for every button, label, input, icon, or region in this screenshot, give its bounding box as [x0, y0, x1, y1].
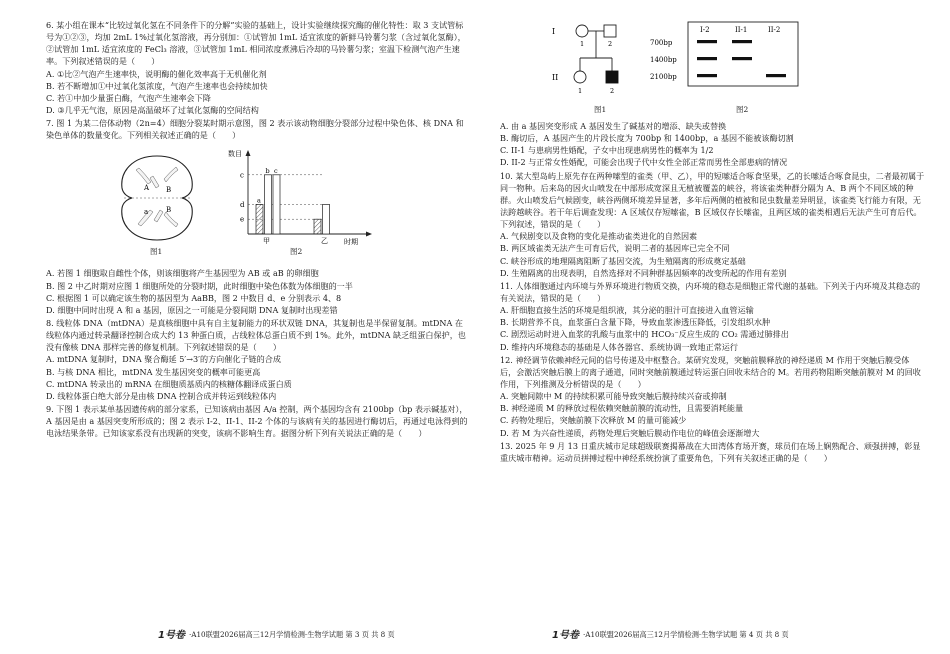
q7-option-c: C. 根据图 1 可以确定该生物的基因型为 AaBB，图 2 中数目 d、e 分别表示 4、8	[46, 292, 342, 303]
question-6	[46, 19, 471, 116]
q9-option-a: A. 由 a 基因突变形成 A 基因发生了碱基对的增添、缺失或替换	[500, 121, 727, 131]
q9-option-b: B. 酶切后，A 基因产生的片段长度为 700bp 和 1400bp，a 基因不能被该酶切割	[500, 133, 794, 144]
q6-option-d: D. ③几乎无气泡，原因是高温破坏了过氧化氢酶的空间结构	[46, 104, 259, 115]
pedigree-figure	[550, 18, 640, 104]
left-page	[46, 18, 471, 618]
q9-figures	[500, 18, 925, 116]
q6-option-a: A. ①比②气泡产生速率快，说明酶的催化效率高于无机催化剂	[46, 68, 267, 79]
band-i2-1400	[697, 57, 717, 60]
lane-label-ii2: II-2	[768, 26, 781, 34]
band-i2-700	[697, 40, 717, 43]
q12-option-d: D. 若 M 为兴奋性递质，药物处理后突触后膜动作电位的峰值会逐渐增大	[500, 427, 760, 438]
footer-brand-logo: 1号卷	[158, 629, 185, 641]
bar-label-a: a	[257, 196, 261, 205]
bp-label-1400: 1400bp	[650, 56, 677, 64]
q7-option-d: D. 细胞中同时出现 A 和 a 基因，原因之一可能是分裂间期 DNA 复制时出现差错	[46, 304, 338, 315]
bar-a-jia	[256, 205, 263, 235]
q10-option-a: A. 气候剧变以及食物的变化是推动雀类进化的自然因素	[500, 231, 698, 242]
individual-i2-male-normal	[604, 25, 616, 37]
right-page	[500, 18, 925, 618]
q10-stem: 10. 某大型岛屿上原先存在两种嗦型的雀类（甲、乙），甲的短嗦适合啄食坚果，乙的长嗦适合啄食昆虫，二者最初属于同一物种。后来岛的因火山喷发在中部形成宽深且无植被覆盖的峡谷，将该雀类种群分隔为 A、B 两个不同区域的种群。火山喷发后气候剧变，峡谷两侧环境差异显著，多年后两侧的植被和昆虫数量差异明显，该雀类飞行能力有限，无法跨越峡谷。若干年后调查发现：A 区域仅存短嗦雀，B 区域仅存长嗦雀，且两区域的雀类相遇后无法产生可育后代。下列叙述，错误的是（ ）	[500, 170, 925, 230]
q9-fig1-caption: 图1	[594, 105, 607, 114]
lane-label-ii1: II-1	[735, 26, 748, 34]
right-footer-text: ·A10联盟2026届高三12月学情检测·生物学试题 第 4 页 共 8 页	[582, 629, 789, 639]
chart-ylabel: 数目	[228, 150, 242, 159]
q12-option-c: C. 药物处理后，突触前膜下次释放 M 的量可能减少	[500, 415, 687, 426]
q7-fig1-caption: 图1	[150, 247, 163, 257]
band-ii1-700	[732, 40, 752, 43]
y-tick-label-c: c	[240, 171, 244, 180]
q6-option-c: C. 若①中加少量蛋白酶，气泡产生速率会下降	[46, 92, 211, 103]
individual-ii1-female-normal	[574, 71, 586, 83]
q7-stem: 7. 图 1 为某二倍体动物（2n=4）细胞分裂某时期示意图，图 2 表示该动物细胞分裂部分过程中染色体、核 DNA 和染色单体的数量变化。下列相关叙述正确的是（ ）	[46, 118, 464, 141]
individual-number-i1: 1	[580, 40, 585, 48]
band-i2-2100	[697, 74, 717, 77]
bp-label-700: 700bp	[650, 39, 673, 47]
individual-ii2-male-affected	[606, 71, 618, 83]
generation-label-1: I	[552, 27, 556, 36]
q12-option-a: A. 突触间隙中 M 的持续积累可能导致突触后膜持续兴奋或抑制	[500, 391, 727, 402]
bar-c-jia	[273, 175, 280, 234]
lane-label-i2: I-2	[700, 26, 710, 34]
q9-option-c: C. II-1 与患病男性婚配，子女中出现患病男性的概率为 1/2	[500, 145, 714, 156]
q10-option-c: C. 峡谷形成的地理隔离阻断了基因交流，为生殖隔离的形成奠定基础	[500, 255, 746, 266]
bar-b-yi	[323, 205, 330, 235]
q11-stem: 11. 人体细胞通过内环境与外界环境进行物质交换，内环境的稳态是细胞正常代谢的基础。下列关于内环境及其稳态的有关说法，错误的是（ ）	[500, 280, 921, 303]
generation-label-2: II	[552, 73, 559, 82]
y-tick-label-e: e	[240, 216, 245, 225]
q7-option-b: B. 图 2 中乙时期对应图 1 细胞所处的分裂时期，此时细胞中染色体数为体细胞的一半	[46, 280, 353, 291]
q13-stem: 13. 2025 年 9 月 13 日重庆城市足球超级联赛揭幕战在大田湾体育场开赛，球员们在场上娴熟配合、顽强拼搏，彰显重庆城市精神。运动员拼搏过程中神经系统扮演了重要角色，下列有关叙述正确的是（ ）	[500, 440, 921, 463]
bar-label-b: b	[265, 167, 270, 176]
chart-xlabel: 时期	[344, 238, 358, 247]
question-9-options	[500, 120, 925, 169]
q11-option-d: D. 维持内环境稳态的基础是人体各器官、系统协调一致地正常运行	[500, 341, 738, 352]
individual-number-ii2: 2	[610, 87, 615, 95]
footer-brand-logo: 1号卷	[552, 629, 579, 641]
q7-fig2-caption: 图2	[290, 247, 303, 257]
question-8	[46, 317, 471, 402]
y-axis-arrow	[246, 150, 251, 156]
question-7	[46, 117, 471, 316]
question-12	[500, 354, 925, 439]
y-tick-label-d: d	[240, 201, 245, 210]
chromosome-count-chart	[226, 146, 376, 246]
group-label-yi: 乙	[321, 237, 328, 246]
question-13	[500, 440, 925, 464]
q11-option-b: B. 长期营养不良，血浆蛋白含量下降，导致血浆渗透压降低，引发组织水肿	[500, 317, 771, 328]
q8-option-b: B. 与核 DNA 相比，mtDNA 发生基因突变的概率可能更高	[46, 366, 261, 377]
q11-option-c: C. 剧烈运动时进入血浆的乳酸与血浆中的 HCO₃⁻反应生成的 CO₂ 需通过肺排出	[500, 329, 789, 340]
q8-option-a: A. mtDNA 复制时，DNA 聚合酶延 5′→3′的方向催化子链的合成	[46, 354, 281, 365]
chrom-label-a-lower: a	[144, 208, 149, 217]
q9-fig2-caption: 图2	[736, 105, 749, 114]
q10-option-b: B. 两区域雀类无法产生可育后代，说明二者的基因库已完全不同	[500, 243, 730, 254]
q8-option-d: D. 线粒体蛋白绝大部分是由核 DNA 控制合成并转运到线粒体内	[46, 390, 277, 401]
cell-division-figure	[114, 150, 200, 246]
q7-option-a: A. 若图 1 细胞取自雌性个体，则该细胞将产生基因型为 AB 或 aB 的卵细胞	[46, 268, 319, 279]
question-10	[500, 170, 925, 279]
q12-stem: 12. 神经调节依赖神经元间的信号传递及中枢整合。某研究发现，突触前膜释放的神经递质 M 作用于突触后膜受体后，会激活突触后膜上的离子通道，同时突触前膜通过转运蛋白回收未结合的 M。若用药物阻断突触前膜对 M 的回收作用，下列推测及分析错误的是（ ）	[500, 354, 921, 389]
x-axis-arrow	[366, 232, 372, 237]
q7-figures	[46, 144, 471, 264]
band-ii1-1400	[732, 57, 752, 60]
bar-b-jia	[265, 175, 272, 234]
q8-stem: 8. 线粒体 DNA（mtDNA）是真核细胞中具有自主复制能力的环状双链 DNA，其复制也是半保留复制。mtDNA 在线粒体内通过转录翻译控制合成大约 13 种蛋白质，占线粒体总蛋白质不到 1%。此外，mtDNA 缺乏组蛋白保护，也没有像核 DNA 那样完善的修复机制。下列叙述错误的是（ ）	[46, 317, 466, 353]
q6-option-b: B. 若不断增加①中过氧化氢浓度，气泡产生速率也会持续加快	[46, 80, 268, 91]
question-9	[46, 403, 471, 439]
individual-number-i2: 2	[608, 40, 613, 48]
q11-option-a: A. 肝细胞直接生活的环境是组织液，其分泌的胆汁可直接进入血管运输	[500, 305, 754, 316]
band-ii2-2100	[766, 74, 786, 77]
left-footer-text: ·A10联盟2026届高三12月学情检测·生物学试题 第 3 页 共 8 页	[188, 629, 395, 639]
q12-option-b: B. 神经递质 M 的释放过程依赖突触前膜的流动性，且需要消耗能量	[500, 403, 744, 414]
individual-i1-female-normal	[576, 25, 588, 37]
q6-stem: 6. 某小组在课本“比较过氧化氢在不同条件下的分解”实验的基础上，设计实验继续探究酶的催化特性：取 3 支试管标号为①②③，均加 2mL 1%过氧化氢溶液，再分别加：①试管加 1mL 适宜浓度的新鲜马铃薯匀浆（含过氧化氢酶），②试管加 1mL 适宜浓度的 FeCl₃ 溶液，③试管加 1mL 相同浓度煮沸后冷却的马铃薯匀浆；室温下检测气泡产生速率。下列叙述错误的是（ ）	[46, 20, 466, 67]
bar-a-yi	[314, 220, 321, 235]
q9-option-d: D. II-2 与正常女性婚配，可能会出现子代中女性全部正常而男性全部患病的情况	[500, 157, 788, 168]
individual-number-ii1: 1	[578, 87, 583, 95]
left-footer	[158, 628, 395, 642]
chrom-label-b-lower: B	[166, 206, 172, 215]
question-11	[500, 280, 925, 353]
q10-option-d: D. 生殖隔离的出现表明，自然选择对不同种群基因频率的改变所起的作用有差别	[500, 267, 787, 278]
group-label-jia: 甲	[263, 237, 270, 246]
bp-label-2100: 2100bp	[650, 73, 677, 81]
chrom-label-b-upper: B	[166, 186, 172, 195]
q8-option-c: C. mtDNA 转录出的 mRNA 在细胞质基质内的核糖体翻译成蛋白质	[46, 378, 292, 389]
gel-electrophoresis-figure	[650, 18, 800, 104]
right-footer	[552, 628, 789, 642]
q9-stem: 9. 下图 1 表示某单基因遗传病的部分家系，已知该病由基因 A/a 控制，两个基因均含有 2100bp（bp 表示碱基对），A 基因是由 a 基因突变所形成的；图 2 表示 I-2、II-1、II-2 个体的与该病有关的基因进行酶切后，再通过电泳得到的电泳结果条带。已知该家系没有出现新的突变，该病不影响生育。据图分析下列有关说法正确的是（ ）	[46, 403, 468, 439]
chrom-label-a-upper: A	[144, 184, 150, 193]
bar-label-c: c	[274, 167, 278, 176]
